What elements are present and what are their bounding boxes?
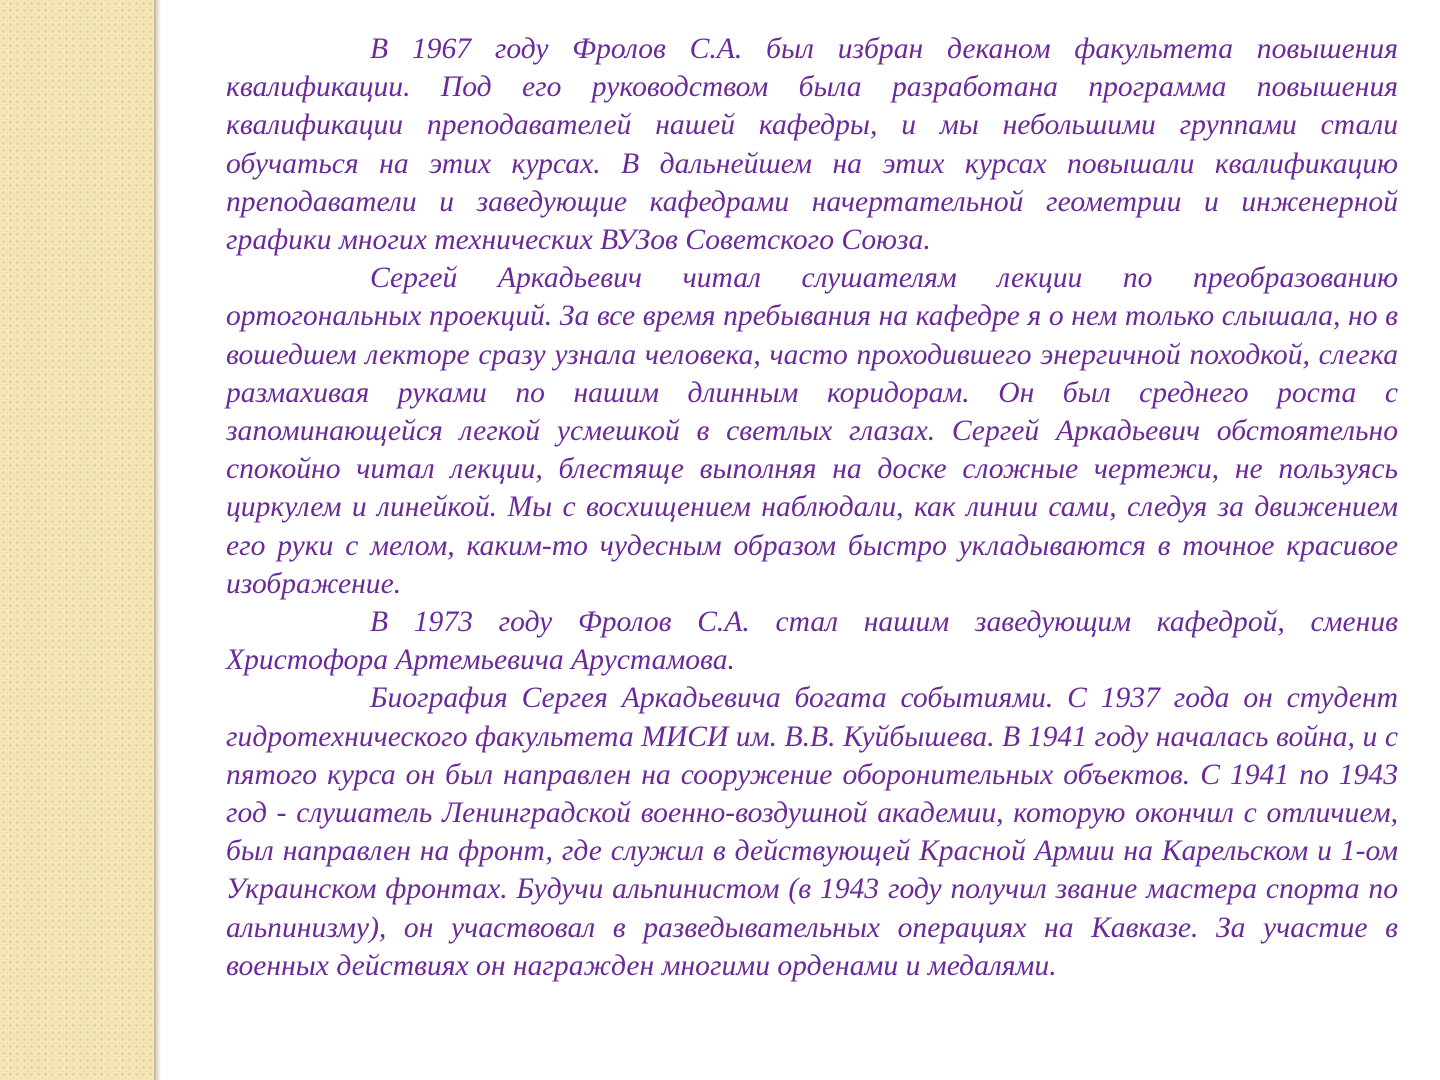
paragraph-head-1973: В 1973 году Фролов С.А. стал нашим заведующим кафедрой, сменив Христофора Артемьевича Арустамова. (226, 606, 1398, 677)
paragraph-lectures: Сергей Аркадьевич читал слушателям лекции по преобразованию ортогональных проекций. За все время пребывания на кафедре я о нем только слышала, но в вошедшем лекторе сразу узнала человека, часто проходившего энергичной походкой, слегка размахивая руками по нашим длинным коридорам. Он был среднего роста с запоминающейся легкой усмешкой в светлых глазах. Сергей Аркадьевич обстоятельно спокойно читал лекции, блестяще выполняя на доске сложные чертежи, не пользуясь циркулем и линейкой. Мы с восхищением наблюдали, как линии сами, следуя за движением его руки с мелом, каким-то чудесным образом быстро укладываются в точное красивое изображение. (226, 262, 1398, 600)
paragraph-dean-1967: В 1967 году Фролов С.А. был избран деканом факультета повышения квалификации. Под его руководством была разработана программа повышения квалификации преподавателей нашей кафедры, и мы небольшими группами стали обучаться на этих курсах. В дальнейшем на этих курсах повышали квалификацию преподаватели и заведующие кафедрами начертательной геометрии и инженерной графики многих технических ВУЗов Советского Союза. (226, 33, 1398, 257)
body-text (226, 30, 1398, 985)
side-band-shadow (154, 0, 161, 1080)
paragraph-biography: Биография Сергея Аркадьевича богата событиями. С 1937 года он студент гидротехнического факультета МИСИ им. В.В. Куйбышева. В 1941 году началась война, и с пятого курса он был направлен на сооружение оборонительных объектов. С 1941 по 1943 год - слушатель Ленинградской военно-воздушной академии, которую окончил с отличием, был направлен на фронт, где служил в действующей Красной Армии на Карельском и 1-ом Украинском фронтах. Будучи альпинистом (в 1943 году получил звание мастера спорта по альпинизму), он участвовал в разведывательных операциях на Кавказе. За участие в военных действиях он награжден многими орденами и медалями. (226, 682, 1398, 982)
decorative-side-band (0, 0, 154, 1080)
